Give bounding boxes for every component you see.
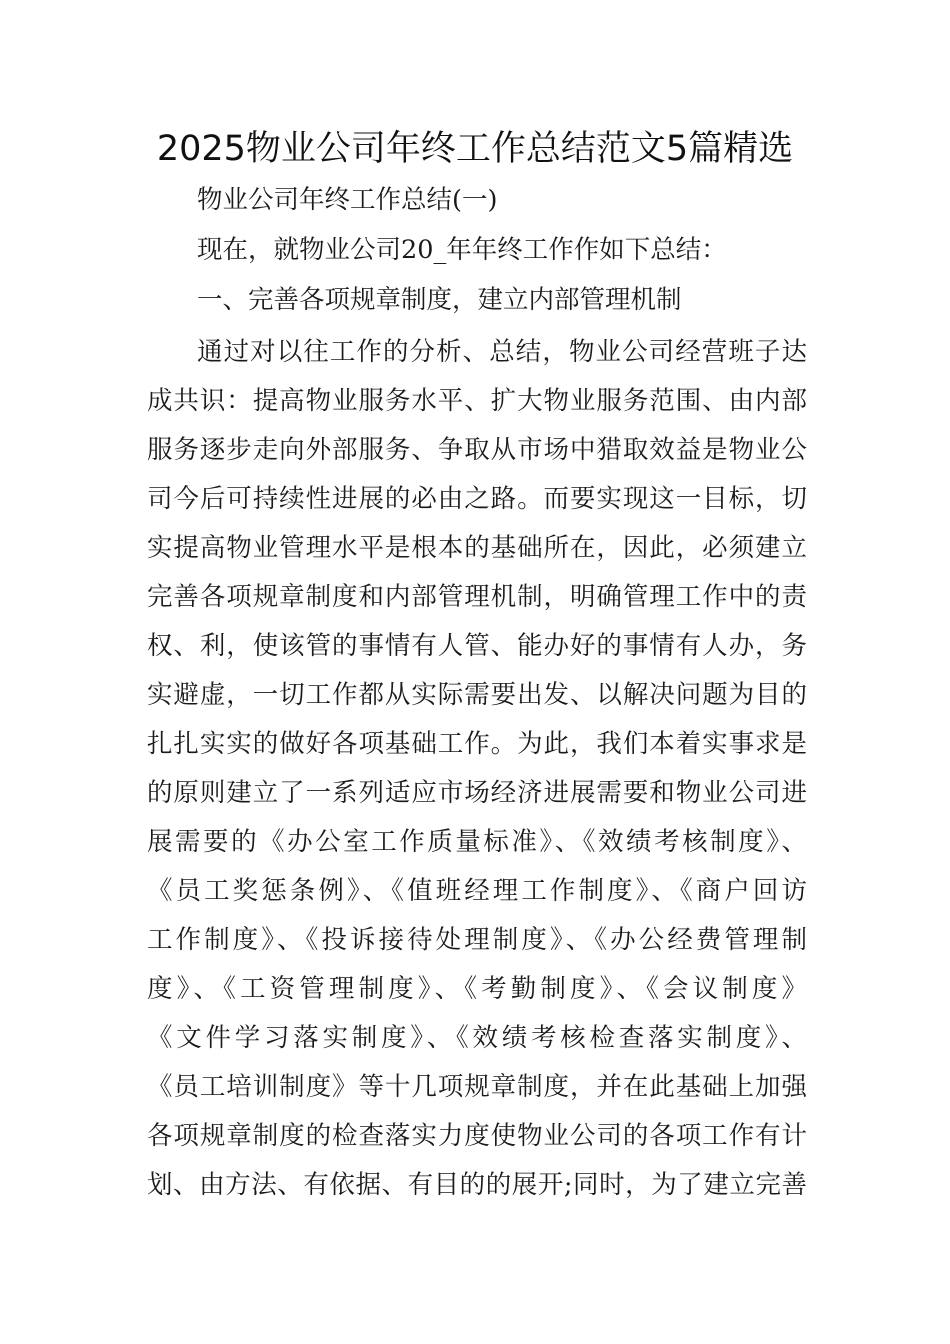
document-title: 2025物业公司年终工作总结范文5篇精选 (156, 129, 794, 169)
paragraph-line: 《员工培训制度》等十几项规章制度，并在此基础上加强 (147, 1072, 807, 1102)
paragraph-line: 扎扎实实的做好各项基础工作。为此，我们本着实事求是 (147, 729, 807, 759)
paragraph-line: 权、利，使该管的事情有人管、能办好的事情有人办，务 (147, 631, 807, 661)
paragraph-line: 实提高物业管理水平是根本的基础所在，因此，必须建立 (147, 533, 807, 563)
paragraph-line: 展需要的《办公室工作质量标准》、《效绩考核制度》、 (147, 827, 807, 857)
section-heading: 一、完善各项规章制度，建立内部管理机制 (197, 285, 682, 315)
paragraph-line: 成共识：提高物业服务水平、扩大物业服务范围、由内部 (147, 386, 807, 416)
paragraph-line: 司今后可持续性进展的必由之路。而要实现这一目标，切 (147, 484, 807, 514)
intro-line: 现在，就物业公司20_年年终工作作如下总结： (197, 235, 727, 265)
paragraph-line: 实避虚，一切工作都从实际需要出发、以解决问题为目的 (147, 680, 807, 710)
paragraph-line: 划、由方法、有依据、有目的的展开;同时，为了建立完善 (147, 1170, 807, 1200)
paragraph-line: 服务逐步走向外部服务、争取从市场中猎取效益是物业公 (147, 435, 807, 465)
paragraph-line: 《文件学习落实制度》、《效绩考核检查落实制度》、 (147, 1023, 807, 1053)
paragraph-line: 完善各项规章制度和内部管理机制，明确管理工作中的责 (147, 582, 807, 612)
subtitle: 物业公司年终工作总结(一) (197, 185, 498, 215)
paragraph-line: 《员工奖惩条例》、《值班经理工作制度》、《商户回访 (147, 876, 807, 906)
paragraph-line: 通过对以往工作的分析、总结，物业公司经营班子达 (197, 337, 807, 367)
paragraph-line: 度》、《工资管理制度》、《考勤制度》、《会议制度》 (147, 974, 807, 1004)
paragraph-line: 工作制度》、《投诉接待处理制度》、《办公经费管理制 (147, 925, 807, 955)
paragraph-line: 的原则建立了一系列适应市场经济进展需要和物业公司进 (147, 778, 807, 808)
paragraph-line: 各项规章制度的检查落实力度使物业公司的各项工作有计 (147, 1121, 807, 1151)
